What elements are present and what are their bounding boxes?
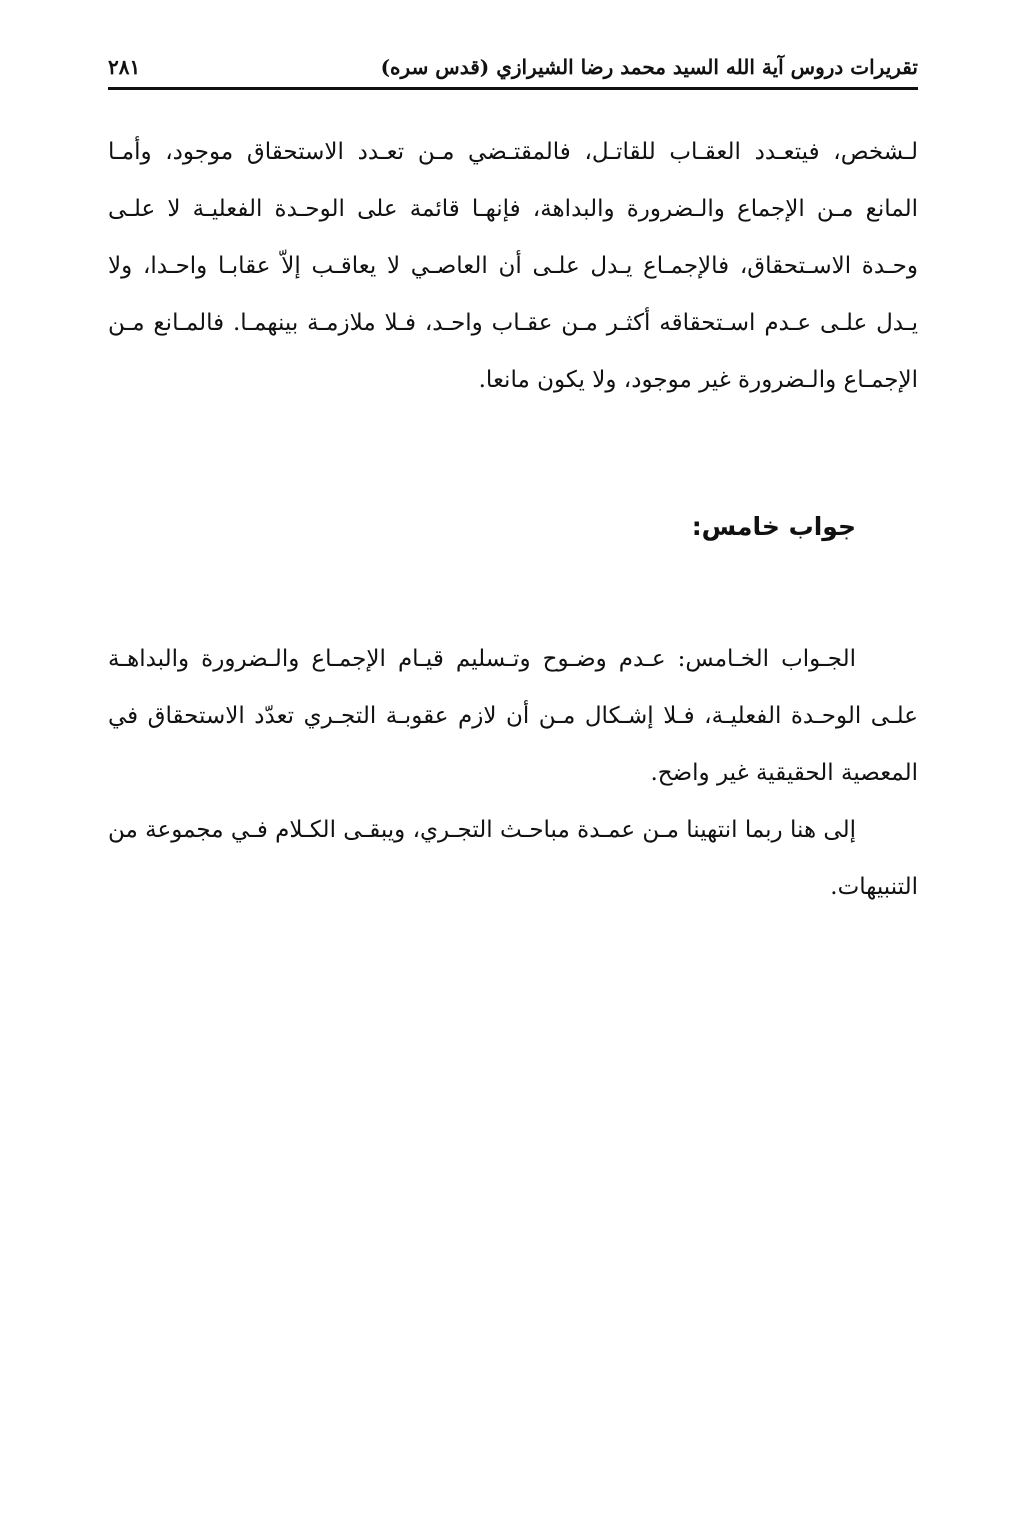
paragraph-1: لـشخص، فيتعـدد العقـاب للقاتـل، فالمقتـضي مـن تعـدد الاستحقاق موجود، وأمـا المانع مـن الإجماع والـضرورة والبداهة، فإنهـا قائمة على الوحـدة الفعليـة لا علـى وحـدة الاسـتحقاق، فالإجمـاع يـدل علـى أن العاصـي لا يعاقـب إلاّ عقابـا واحـدا، ولا يـدل علـى عـدم اسـتحقاقه أكثـر مـن عقـاب واحـد، فـلا ملازمـة بينهمـا. فالمـانع مـن الإجمـاع والـضرورة غير موجود، ولا يكون مانعا.	[108, 139, 918, 393]
page-body	[108, 124, 918, 916]
page-header	[108, 44, 918, 90]
paragraph-2: الجـواب الخـامس: عـدم وضـوح وتـسليم قيـام الإجمـاع والـضرورة والبداهـة علـى الوحـدة الفعليـة، فـلا إشـكال مـن أن لازم عقوبـة التجـري تعدّد الاستحقاق في المعصية الحقيقية غير واضح.	[108, 646, 918, 786]
spacer	[108, 409, 918, 507]
page-number: ٢٨١	[108, 55, 141, 79]
spacer	[108, 547, 918, 631]
section-heading: جواب خامس:	[691, 512, 856, 541]
running-title: تقريرات دروس آية الله السيد محمد رضا الشيرازي (قدس سره)	[380, 55, 918, 79]
paragraph-3: إلى هنا ربما انتهينا مـن عمـدة مباحـث التجـري، ويبقـى الكـلام فـي مجموعة من التنبيهات.	[108, 817, 918, 900]
header-rule	[108, 87, 918, 90]
